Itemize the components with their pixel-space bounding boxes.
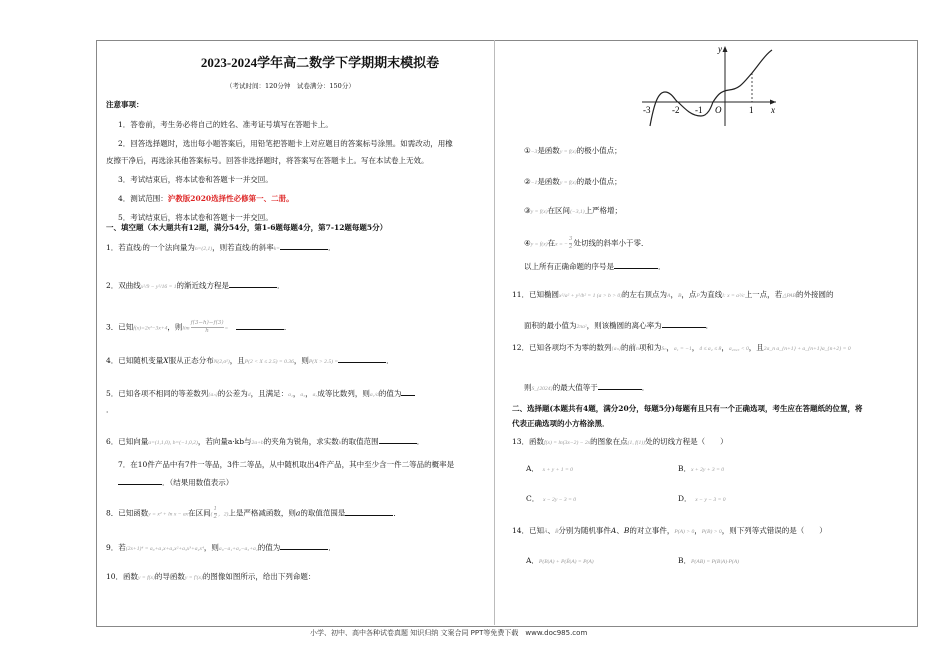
x-axis-arrow (770, 100, 776, 105)
answer-blank[interactable] (598, 382, 642, 390)
center-fold (494, 40, 495, 625)
q10-statement-2: ②−1是函数y = f(x)的最小值点； (524, 177, 622, 186)
question-3: 3．已知f(x)=2x²−3x+4，则lim $\frac{f(3-h)-f(3)}{h}$ = ． (106, 320, 292, 334)
answer-blank[interactable] (236, 322, 284, 330)
notice-item-1: 1．答卷前，考生务必将自己的姓名、准考证号填写在答题卡上。 (118, 120, 333, 129)
y-axis-label: y (718, 44, 722, 54)
answer-blank[interactable] (229, 280, 277, 288)
notice-item-5: 5．考试结束后，将本试卷和答题卡一并交回。 (118, 213, 273, 222)
derivative-curve (650, 50, 772, 126)
q10-statement-4: ④y = f(x)在x = − $\frac{3}{2}$ 处切线的斜率小于零． (524, 236, 649, 250)
x-tick-neg2: -2 (672, 105, 680, 115)
section-2-heading: 二、选择题(本题共有4题，满分20分，每题5分)每题有且只有一个正确选项，考生应在答题纸的位置，将 (512, 404, 863, 413)
q14-option-b[interactable]: B．P(AB) = P(B|A)·P(A) (678, 556, 740, 565)
q14-option-a[interactable]: A．P(B|A) + P(B̄|A) = P(A) (526, 556, 594, 565)
question-12: 12．已知各项均不为零的数列{aₙ}的前n项和为Sₙ，a₁ = −1，4 ≤ a₂ ≤ 8，a₂₀₂₃ < 0，且2a_n a_{n+1} + a_{n+1}a_{n+2} = 0 (512, 343, 851, 352)
origin-label: O (715, 105, 722, 115)
notice-item-2: 2．回答选择题时，选出每小题答案后，用铅笔把答题卡上对应题目的答案标号涂黑。如需改动，用橡 (118, 139, 453, 148)
answer-blank[interactable] (338, 355, 386, 363)
answer-blank[interactable] (280, 542, 328, 550)
q10-answer-line: 以上所有正确命题的序号是 ． (524, 262, 666, 271)
question-2: 2．双曲线x²/9 − y²/16 = 1的渐近线方程是 ． (106, 281, 285, 290)
section-2-heading-cont: 代表正确选项的小方格涂黑． (512, 419, 610, 428)
question-13: 13．函数f(x) = ln(3x−2) − 2x的图象在点(1, f(1))处的切线方程是（ ） (512, 437, 728, 446)
exam-duration-note: （考试时间：120分钟 试卷满分：150分） (226, 82, 355, 90)
q10-statement-3: ③y = f(x)在区间(−3,1)上严格增； (524, 206, 623, 215)
derivative-graph (636, 42, 782, 128)
page-title: 2023-2024学年高二数学下学期期末模拟卷 (200, 55, 440, 70)
question-1: 1．若直线l的一个法向量为n=(2,1)，则若直线l的斜率k= ． (106, 243, 336, 252)
question-5-period: ． (106, 405, 114, 414)
question-9: 9．若(2x+1)⁴ = a₀+a₁x+a₂x²+a₃x³+a₄x⁴，则a₀−a₁+a₂−a₃+a₄的值为 ． (106, 543, 336, 552)
limit-fraction: $\frac{f(3-h)-f(3)}{h}$ (190, 320, 224, 334)
interval-fraction: $\frac{1}{2}$ (213, 506, 218, 520)
q13-option-b[interactable]: B．x + 2y + 3 = 0 (678, 464, 725, 473)
x-tick-neg3: -3 (643, 105, 651, 115)
notice-heading: 注意事项： (106, 100, 144, 109)
x-tick-1: 1 (749, 105, 754, 115)
answer-blank[interactable] (345, 508, 393, 516)
footer-watermark: 小学、初中、高中各种试卷真题 知识归纳 文案合同 PPT等免费下载 www.doc985.com (310, 629, 588, 637)
question-11: 11．已知椭圆x²/a² + y²/b² = 1 (a > b > 0)的左右顶点为A，B，点P为直线l: x = a²/c上一点，若△PAB的外接圆的 (512, 290, 834, 299)
answer-blank[interactable] (614, 261, 658, 269)
answer-blank[interactable] (662, 320, 706, 328)
answer-blank[interactable] (379, 436, 417, 444)
slope-fraction: $\frac{3}{2}$ (568, 236, 573, 250)
y-axis-arrow (723, 46, 728, 52)
question-12-cont: 则S_{2024}的最大值等于 ． (524, 383, 650, 392)
x-axis-label: x (771, 105, 775, 115)
answer-blank[interactable] (401, 388, 415, 396)
question-5: 5．已知各项不相同的等差数列{aₙ}的公差为d，且满足：a₁，a₃，a₇成等比数列，则a₁/d的值为 (106, 388, 415, 400)
q10-statement-1: ①−3是函数y = f(x)的极小值点； (524, 146, 622, 155)
notice-item-4: 4．测试范围：沪教版2020选择性必修第一、二册。 (118, 194, 294, 203)
question-10: 10．函数y = f(x)的导函数y = f'(x)的图像如图所示，给出下列命题： (106, 572, 316, 581)
answer-blank[interactable] (280, 242, 328, 250)
notice-item-3: 3．考试结束后，将本试卷和答题卡一并交回。 (118, 175, 273, 184)
q13-option-c[interactable]: C． x − 2y − 3 = 0 (526, 494, 577, 503)
question-7: 7．在10件产品中有7件一等品，3件二等品，从中随机取出4件产品，其中至少含一件二等品的概率是 (118, 460, 455, 469)
q13-option-a[interactable]: A． x + y + 1 = 0 (526, 464, 573, 473)
question-14: 14．已知Ā、B̄分别为随机事件A、B的对立事件，P(A) > 0，P(B) > 0，则下列等式错误的是（ ） (512, 526, 827, 535)
question-11-cont: 面积的最小值为2πa²，则该椭圆的离心率为 ． (524, 321, 714, 330)
x-tick-neg1: -1 (695, 105, 703, 115)
question-6: 6．已知向量a=(1,1,0), b=(−1,0,2)，若向量a·kb与2a+b的夹角为锐角，求实数k的取值范围 ． (106, 437, 425, 446)
answer-blank[interactable] (118, 477, 162, 485)
question-4: 4．已知随机变量X服从正态分布N(2,σ²)，且P(2 < X ≤ 2.5) = 0.36，则P(X > 2.5) = ． (106, 356, 394, 365)
section-1-heading: 一、填空题（本大题共有12题，满分54分，第1-6题每题4分，第7-12题每题5分） (106, 223, 388, 232)
question-8: 8．已知函数y = x² + ln x − ax在区间( $\frac{1}{2}$ ，2)上是严格减函数，则a的取值范围是 ． (106, 506, 401, 520)
q13-option-d[interactable]: D． x − y − 3 = 0 (678, 494, 726, 503)
notice-item-2-cont: 皮擦干净后，再选涂其他答案标号。回答非选择题时，将答案写在答题卡上。写在本试卷上无效。 (106, 156, 429, 165)
question-7-cont: ．（结果用数值表示） (118, 477, 233, 487)
